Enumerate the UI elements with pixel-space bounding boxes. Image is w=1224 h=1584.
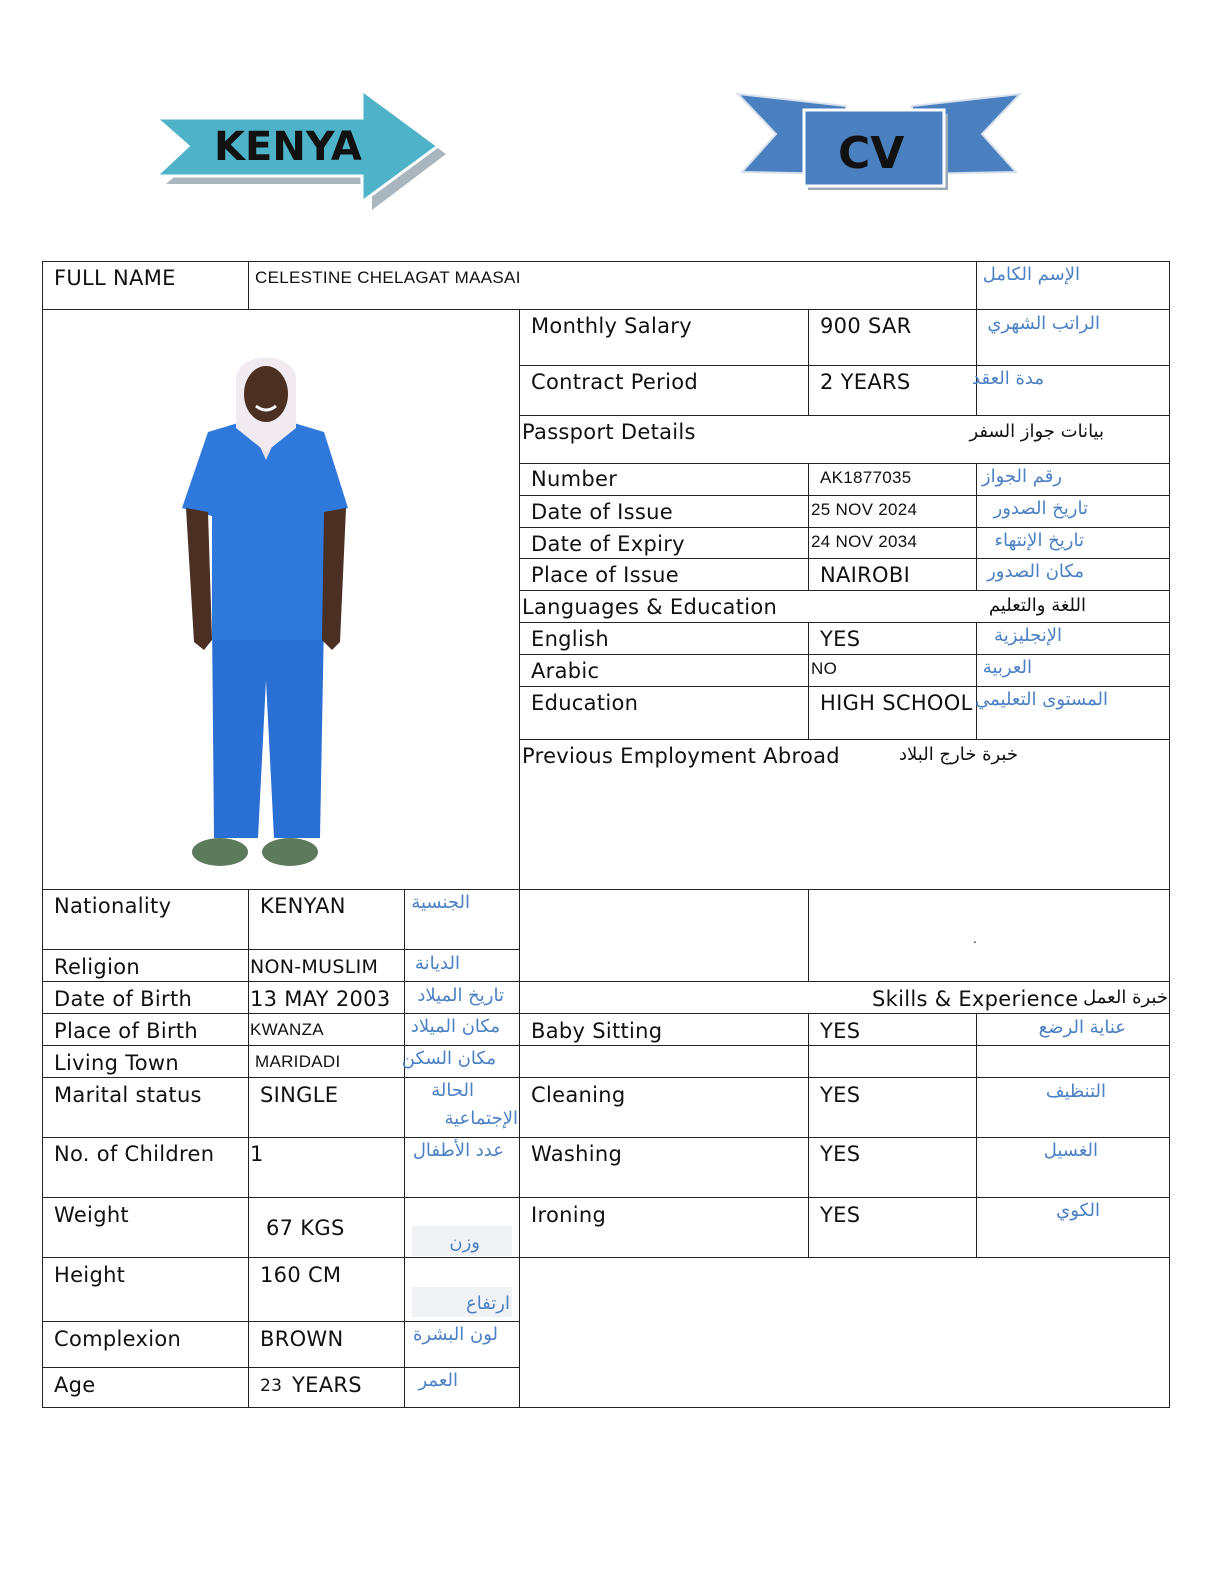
marital-status-arabic-2: الإجتماعية xyxy=(444,1108,518,1129)
nationality-value: KENYAN xyxy=(260,894,346,918)
expiry-date-value: 24 NOV 2034 xyxy=(811,532,918,551)
age-arabic: العمر xyxy=(418,1370,458,1391)
full-name-value: CELESTINE CHELAGAT MAASAI xyxy=(255,268,521,287)
arabic-label: Arabic xyxy=(531,659,600,683)
full-name-label: FULL NAME xyxy=(54,266,176,290)
complexion-label: Complexion xyxy=(54,1327,182,1351)
washing-arabic: الغسيل xyxy=(1043,1140,1098,1161)
marital-status-label: Marital status xyxy=(54,1083,202,1107)
cv-banner-text: CV xyxy=(838,128,905,179)
washing-label: Washing xyxy=(531,1142,623,1166)
education-label: Education xyxy=(531,691,639,715)
age-value-number: 23 xyxy=(260,1376,283,1396)
passport-number-value: AK1877035 xyxy=(820,468,912,487)
dob-label: Date of Birth xyxy=(54,987,193,1011)
children-label: No. of Children xyxy=(54,1142,215,1166)
weight-label: Weight xyxy=(54,1203,129,1227)
complexion-arabic: لون البشرة xyxy=(412,1324,498,1345)
contract-value: 2 YEARS xyxy=(820,370,911,394)
weight-arabic: وزن xyxy=(449,1232,480,1253)
passport-number-arabic: رقم الجواز xyxy=(981,466,1062,487)
age-value-unit: YEARS xyxy=(292,1373,362,1397)
languages-title-arabic: اللغة والتعليم xyxy=(988,595,1086,616)
marital-status-value: SINGLE xyxy=(260,1083,339,1107)
ironing-value: YES xyxy=(820,1203,861,1227)
issue-place-label: Place of Issue xyxy=(531,563,679,587)
employment-dot: . xyxy=(973,932,977,946)
baby-sitting-label: Baby Sitting xyxy=(531,1019,663,1043)
cleaning-label: Cleaning xyxy=(531,1083,626,1107)
issue-place-value: NAIROBI xyxy=(820,563,911,587)
dob-arabic: تاريخ الميلاد xyxy=(417,985,504,1006)
religion-arabic: الديانة xyxy=(414,953,460,974)
living-town-label: Living Town xyxy=(54,1051,180,1075)
issue-date-value: 25 NOV 2024 xyxy=(811,500,918,519)
salary-value: 900 SAR xyxy=(820,314,912,338)
ironing-arabic: الكوي xyxy=(1056,1200,1100,1221)
baby-sitting-value: YES xyxy=(820,1019,861,1043)
religion-label: Religion xyxy=(54,955,140,979)
nationality-label: Nationality xyxy=(54,894,172,918)
full-name-arabic: الإسم الكامل xyxy=(982,264,1080,285)
passport-title: Passport Details xyxy=(522,420,696,444)
height-arabic: ارتفاع xyxy=(465,1293,510,1314)
kenya-banner-text: KENYA xyxy=(214,124,362,170)
candidate-photo xyxy=(128,320,396,876)
issue-date-label: Date of Issue xyxy=(531,500,673,524)
languages-title: Languages & Education xyxy=(522,595,778,619)
pob-label: Place of Birth xyxy=(54,1019,199,1043)
nationality-arabic: الجنسية xyxy=(411,892,470,913)
passport-title-arabic: بيانات جواز السفر xyxy=(969,421,1104,442)
height-value: 160 CM xyxy=(260,1263,342,1287)
education-arabic: المستوى التعليمي xyxy=(975,689,1108,710)
salary-label: Monthly Salary xyxy=(531,314,692,338)
living-town-value: MARIDADI xyxy=(255,1052,341,1071)
expiry-date-arabic: تاريخ الإنتهاء xyxy=(994,530,1084,551)
children-arabic: عدد الأطفال xyxy=(412,1140,504,1161)
expiry-date-label: Date of Expiry xyxy=(531,532,685,556)
skills-title: Skills & Experience xyxy=(872,987,1079,1011)
age-label: Age xyxy=(54,1373,96,1397)
living-town-arabic: مكان السكن xyxy=(401,1048,496,1069)
arabic-arabic: العربية xyxy=(982,657,1032,678)
cleaning-arabic: التنظيف xyxy=(1045,1081,1106,1102)
washing-value: YES xyxy=(820,1142,861,1166)
employment-title-arabic: خبرة خارج البلاد xyxy=(899,744,1018,765)
arabic-value: NO xyxy=(811,659,838,678)
contract-label: Contract Period xyxy=(531,370,698,394)
issue-place-arabic: مكان الصدور xyxy=(987,561,1084,582)
pob-value: KWANZA xyxy=(250,1020,324,1039)
baby-sitting-arabic: عناية الرضع xyxy=(1038,1017,1126,1038)
education-value: HIGH SCHOOL xyxy=(820,691,973,715)
employment-title: Previous Employment Abroad xyxy=(522,744,840,768)
dob-value: 13 MAY 2003 xyxy=(250,987,391,1011)
marital-status-arabic: الحالة xyxy=(431,1080,474,1101)
english-label: English xyxy=(531,627,609,651)
passport-number-label: Number xyxy=(531,467,618,491)
person-in-blue-scrubs-photo xyxy=(128,320,396,876)
salary-arabic: الراتب الشهري xyxy=(987,313,1100,334)
religion-value: NON-MUSLIM xyxy=(250,956,379,978)
issue-date-arabic: تاريخ الصدور xyxy=(993,498,1088,519)
skills-title-arabic: خبرة العمل xyxy=(1083,987,1168,1008)
height-label: Height xyxy=(54,1263,126,1287)
english-value: YES xyxy=(820,627,861,651)
weight-value: 67 KGS xyxy=(266,1216,345,1240)
pob-arabic: مكان الميلاد xyxy=(410,1016,500,1037)
children-value: 1 xyxy=(250,1142,264,1166)
contract-arabic: مدة العقد xyxy=(972,368,1044,389)
complexion-value: BROWN xyxy=(260,1327,344,1351)
cleaning-value: YES xyxy=(820,1083,861,1107)
ironing-label: Ironing xyxy=(531,1203,607,1227)
english-arabic: الإنجليزية xyxy=(994,625,1062,646)
